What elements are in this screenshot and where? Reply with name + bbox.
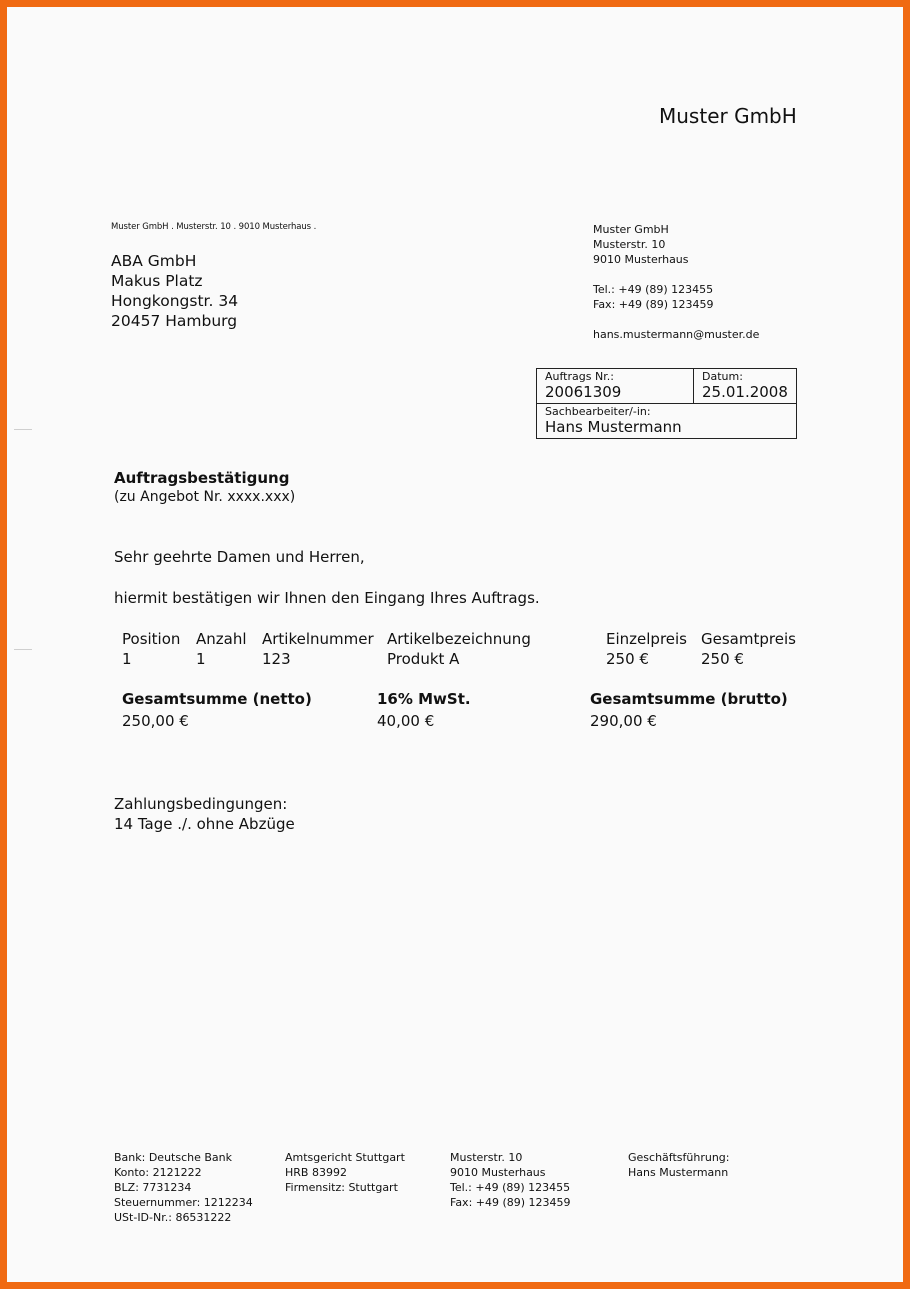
sender-city: 9010 Musterhaus — [593, 253, 689, 266]
order-agent-cell — [537, 404, 796, 438]
cell-article-number: 123 — [262, 650, 291, 668]
order-agent-label: Sachbearbeiter/-in: — [545, 405, 651, 418]
intro-text: hiermit bestätigen wir Ihnen den Eingang Ihres Auftrags. — [114, 589, 540, 607]
header-unit-price: Einzelpreis — [606, 630, 687, 648]
footer-bank: Bank: Deutsche Bank — [114, 1151, 232, 1164]
letterhead-company-name: Muster GmbH — [659, 104, 797, 128]
payment-terms — [114, 794, 295, 834]
order-date-value: 25.01.2008 — [702, 383, 788, 401]
footer-blz: BLZ: 7731234 — [114, 1181, 192, 1194]
header-article-description: Artikelbezeichnung — [387, 630, 531, 648]
footer-hrb: HRB 83992 — [285, 1166, 347, 1179]
sender-tel: Tel.: +49 (89) 123455 — [593, 283, 714, 296]
order-agent-value: Hans Mustermann — [545, 418, 682, 436]
cell-quantity: 1 — [196, 650, 206, 668]
subject-title: Auftragsbestätigung — [114, 469, 290, 487]
net-total-label: Gesamtsumme (netto) — [122, 690, 312, 708]
sender-company: Muster GmbH — [593, 223, 669, 236]
cell-unit-price: 250 € — [606, 650, 649, 668]
subject-reference: (zu Angebot Nr. xxxx.xxx) — [114, 489, 296, 505]
footer-tel: Tel.: +49 (89) 123455 — [450, 1181, 571, 1194]
footer-tax-number: Steuernummer: 1212234 — [114, 1196, 253, 1209]
recipient-company: ABA GmbH — [111, 252, 197, 270]
gross-total-value: 290,00 € — [590, 712, 657, 730]
footer-street: Musterstr. 10 — [450, 1151, 523, 1164]
order-number-cell — [537, 369, 694, 404]
sender-street: Musterstr. 10 — [593, 238, 666, 251]
vat-value: 40,00 € — [377, 712, 435, 730]
order-number-label: Auftrags Nr.: — [545, 370, 614, 383]
header-article-number: Artikelnummer — [262, 630, 374, 648]
sender-email: hans.mustermann@muster.de — [593, 328, 760, 341]
recipient-contact: Makus Platz — [111, 272, 203, 290]
header-position: Position — [122, 630, 181, 648]
footer-fax: Fax: +49 (89) 123459 — [450, 1196, 571, 1209]
sender-return-line: Muster GmbH . Musterstr. 10 . 9010 Musterhaus . — [111, 222, 317, 232]
order-date-cell — [694, 369, 796, 404]
recipient-address — [111, 251, 238, 331]
footer-management-name: Hans Mustermann — [628, 1166, 729, 1179]
footer-vat-id: USt-ID-Nr.: 86531222 — [114, 1211, 232, 1224]
order-info-box — [536, 368, 797, 439]
footer-city: 9010 Musterhaus — [450, 1166, 546, 1179]
order-number-value: 20061309 — [545, 383, 622, 401]
sender-address — [593, 222, 759, 342]
greeting: Sehr geehrte Damen und Herren, — [114, 548, 365, 566]
sender-fax: Fax: +49 (89) 123459 — [593, 298, 714, 311]
payment-terms-text: 14 Tage ./. ohne Abzüge — [114, 815, 295, 833]
header-total-price: Gesamtpreis — [701, 630, 796, 648]
footer-court-info — [285, 1150, 405, 1195]
footer-management-info — [628, 1150, 729, 1180]
vat-label: 16% MwSt. — [377, 690, 471, 708]
fold-mark — [14, 429, 32, 430]
gross-total-label: Gesamtsumme (brutto) — [590, 690, 788, 708]
cell-article-description: Produkt A — [387, 650, 460, 668]
order-date-label: Datum: — [702, 370, 743, 383]
fold-mark — [14, 649, 32, 650]
footer-management-label: Geschäftsführung: — [628, 1151, 730, 1164]
recipient-city: 20457 Hamburg — [111, 312, 238, 330]
footer-account: Konto: 2121222 — [114, 1166, 202, 1179]
header-quantity: Anzahl — [196, 630, 247, 648]
cell-position: 1 — [122, 650, 132, 668]
footer-headquarters: Firmensitz: Stuttgart — [285, 1181, 398, 1194]
cell-total-price: 250 € — [701, 650, 744, 668]
recipient-street: Hongkongstr. 34 — [111, 292, 239, 310]
footer-bank-info — [114, 1150, 253, 1225]
footer-address-info — [450, 1150, 571, 1210]
footer-court: Amtsgericht Stuttgart — [285, 1151, 405, 1164]
payment-terms-label: Zahlungsbedingungen: — [114, 795, 288, 813]
net-total-value: 250,00 € — [122, 712, 189, 730]
